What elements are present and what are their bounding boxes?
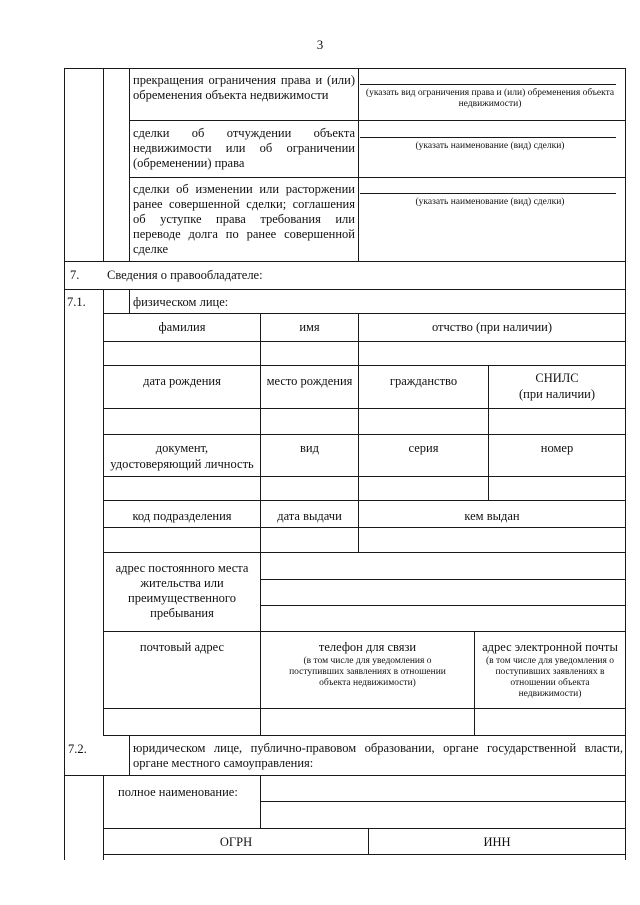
column-divider (103, 289, 104, 313)
row-divider (103, 552, 626, 553)
surname-label: фамилия (158, 320, 206, 334)
column-divider (129, 289, 130, 313)
section-7-2-number: 7.2. (68, 742, 87, 756)
row-divider (103, 408, 626, 409)
section-7-1-number: 7.1. (67, 295, 86, 309)
row-divider (103, 500, 626, 501)
section-7-2-title: юридическом лице, публично-правовом образовании, органе государственной власти, органе местного самоуправления: (133, 741, 623, 770)
change-label: сделки об изменении или расторжении ранее совершенной сделки; соглашения об уступке права требования или переводе долга по ранее совершенной сделке (133, 182, 355, 256)
birth-place-label: место рождения (266, 374, 353, 388)
row-divider (103, 708, 626, 709)
full-name-label: полное наименование: (118, 785, 238, 799)
row-divider (103, 631, 626, 632)
row-divider (103, 313, 626, 314)
row-divider (64, 289, 626, 290)
phone-label: телефон для связи (318, 640, 417, 654)
phone-note: (в том числе для уведомления о поступивших заявлениях в отношении объекта недвижимости) (289, 656, 446, 688)
alienation-hint: (указать наименование (вид) сделки) (415, 141, 565, 151)
issue-date-label: дата выдачи (277, 509, 342, 523)
row-divider (64, 261, 626, 262)
snils-note: (при наличии) (518, 387, 596, 401)
row-divider (129, 120, 626, 121)
dept-code-label: код подразделения (132, 509, 232, 523)
fill-line (360, 193, 616, 194)
row-divider (103, 434, 626, 435)
row-divider (103, 854, 626, 855)
column-divider (358, 68, 359, 261)
fill-line (260, 605, 626, 606)
doc-series-label: серия (408, 441, 439, 455)
termination-hint: (указать вид ограничения права и (или) обременения объекта недвижимости) (365, 88, 615, 109)
issued-by-label: кем выдан (464, 509, 520, 523)
row-divider (103, 365, 626, 366)
fill-line (360, 137, 616, 138)
page-number: 3 (316, 37, 324, 52)
section-7-1-title: физическом лице: (133, 295, 229, 309)
patronymic-label: отчство (при наличии) (431, 320, 553, 334)
alienation-label: сделки об отчуждении объекта недвижимости или об ограничении (обременении) права (133, 126, 355, 170)
column-divider (129, 68, 130, 261)
ogrn-label: ОГРН (219, 835, 253, 849)
id-document-label-line2: удостоверяющий личность (110, 457, 254, 471)
birth-date-label: дата рождения (143, 374, 221, 388)
postal-address-label: почтовый адрес (139, 640, 225, 654)
inn-label: ИНН (483, 835, 511, 849)
column-divider (260, 552, 261, 631)
table-right-border (625, 68, 626, 860)
section-7-title: Сведения о правообладателе: (107, 268, 263, 282)
termination-label: прекращения ограничения права и (или) обременения объекта недвижимости (133, 73, 355, 102)
section-7-number: 7. (70, 268, 80, 282)
fill-line (260, 579, 626, 580)
change-hint: (указать наименование (вид) сделки) (415, 197, 565, 207)
column-divider (129, 735, 130, 775)
row-divider (103, 735, 626, 736)
column-divider (103, 68, 104, 261)
name-label: имя (299, 320, 320, 334)
row-divider (129, 177, 626, 178)
doc-number-label: номер (540, 441, 574, 455)
citizenship-label: гражданство (389, 374, 458, 388)
row-divider (103, 476, 626, 477)
fill-line (260, 801, 626, 802)
row-divider (103, 341, 626, 342)
table-top-border (64, 68, 626, 69)
table-left-border (64, 68, 65, 860)
fill-line (360, 84, 616, 85)
row-divider (103, 828, 626, 829)
residence-address-label: адрес постоянного места жительства или преимущественного пребывания (115, 561, 249, 620)
email-note: (в том числе для уведомления о поступивших заявлениях в отношении объекта недвижимости) (485, 656, 615, 699)
row-divider (103, 527, 626, 528)
id-document-label: документ, (155, 441, 209, 455)
column-divider (260, 775, 261, 828)
row-divider (64, 775, 626, 776)
snils-label: СНИЛС (535, 371, 579, 385)
email-label: адрес электронной почты (482, 640, 618, 654)
doc-type-label: вид (300, 441, 319, 455)
